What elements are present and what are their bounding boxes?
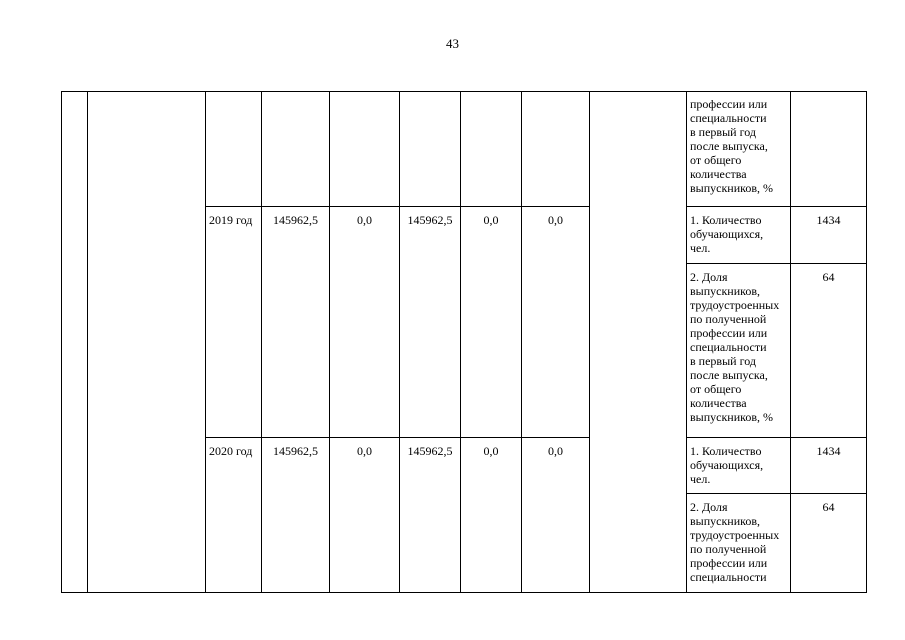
- amount-cell: 0,0: [522, 207, 590, 438]
- indicator-value-cell: 1434: [791, 207, 867, 264]
- indicator-value-cell: 64: [791, 494, 867, 593]
- executor-cell: [590, 92, 687, 593]
- amount-cell: [461, 92, 522, 207]
- table-row: [62, 92, 867, 207]
- year-cell: 2019 год: [206, 207, 262, 438]
- amount-cell: 0,0: [461, 207, 522, 438]
- indicator-cell: 1. Количество обучающихся, чел.: [687, 438, 791, 494]
- page-number: 43: [446, 36, 459, 51]
- year-cell: [206, 92, 262, 207]
- indicator-value-cell: 1434: [791, 438, 867, 494]
- indicator-cell: 2. Доля выпускников, трудоустроенных по полученной профессии или специальности в первый год после выпуска, от общего количества выпускников, %: [687, 264, 791, 438]
- amount-cell: 145962,5: [400, 207, 461, 438]
- amount-cell: [262, 92, 330, 207]
- amount-cell: [400, 92, 461, 207]
- indicator-value-cell: [791, 92, 867, 207]
- amount-cell: 145962,5: [262, 438, 330, 593]
- number-cell: [62, 92, 88, 593]
- amount-cell: 145962,5: [262, 207, 330, 438]
- amount-cell: 0,0: [461, 438, 522, 593]
- amount-cell: 145962,5: [400, 438, 461, 593]
- amount-cell: 0,0: [330, 207, 400, 438]
- name-cell: [88, 92, 206, 593]
- indicator-cell: 2. Доля выпускников, трудоустроенных по полученной профессии или специальности: [687, 494, 791, 593]
- indicator-value-cell: 64: [791, 264, 867, 438]
- year-cell: 2020 год: [206, 438, 262, 593]
- amount-cell: [330, 92, 400, 207]
- amount-cell: 0,0: [522, 438, 590, 593]
- program-table: [61, 91, 867, 593]
- indicator-cell: 1. Количество обучающихся, чел.: [687, 207, 791, 264]
- indicator-cell: профессии или специальности в первый год после выпуска, от общего количества выпускников, %: [687, 92, 791, 207]
- amount-cell: [522, 92, 590, 207]
- amount-cell: 0,0: [330, 438, 400, 593]
